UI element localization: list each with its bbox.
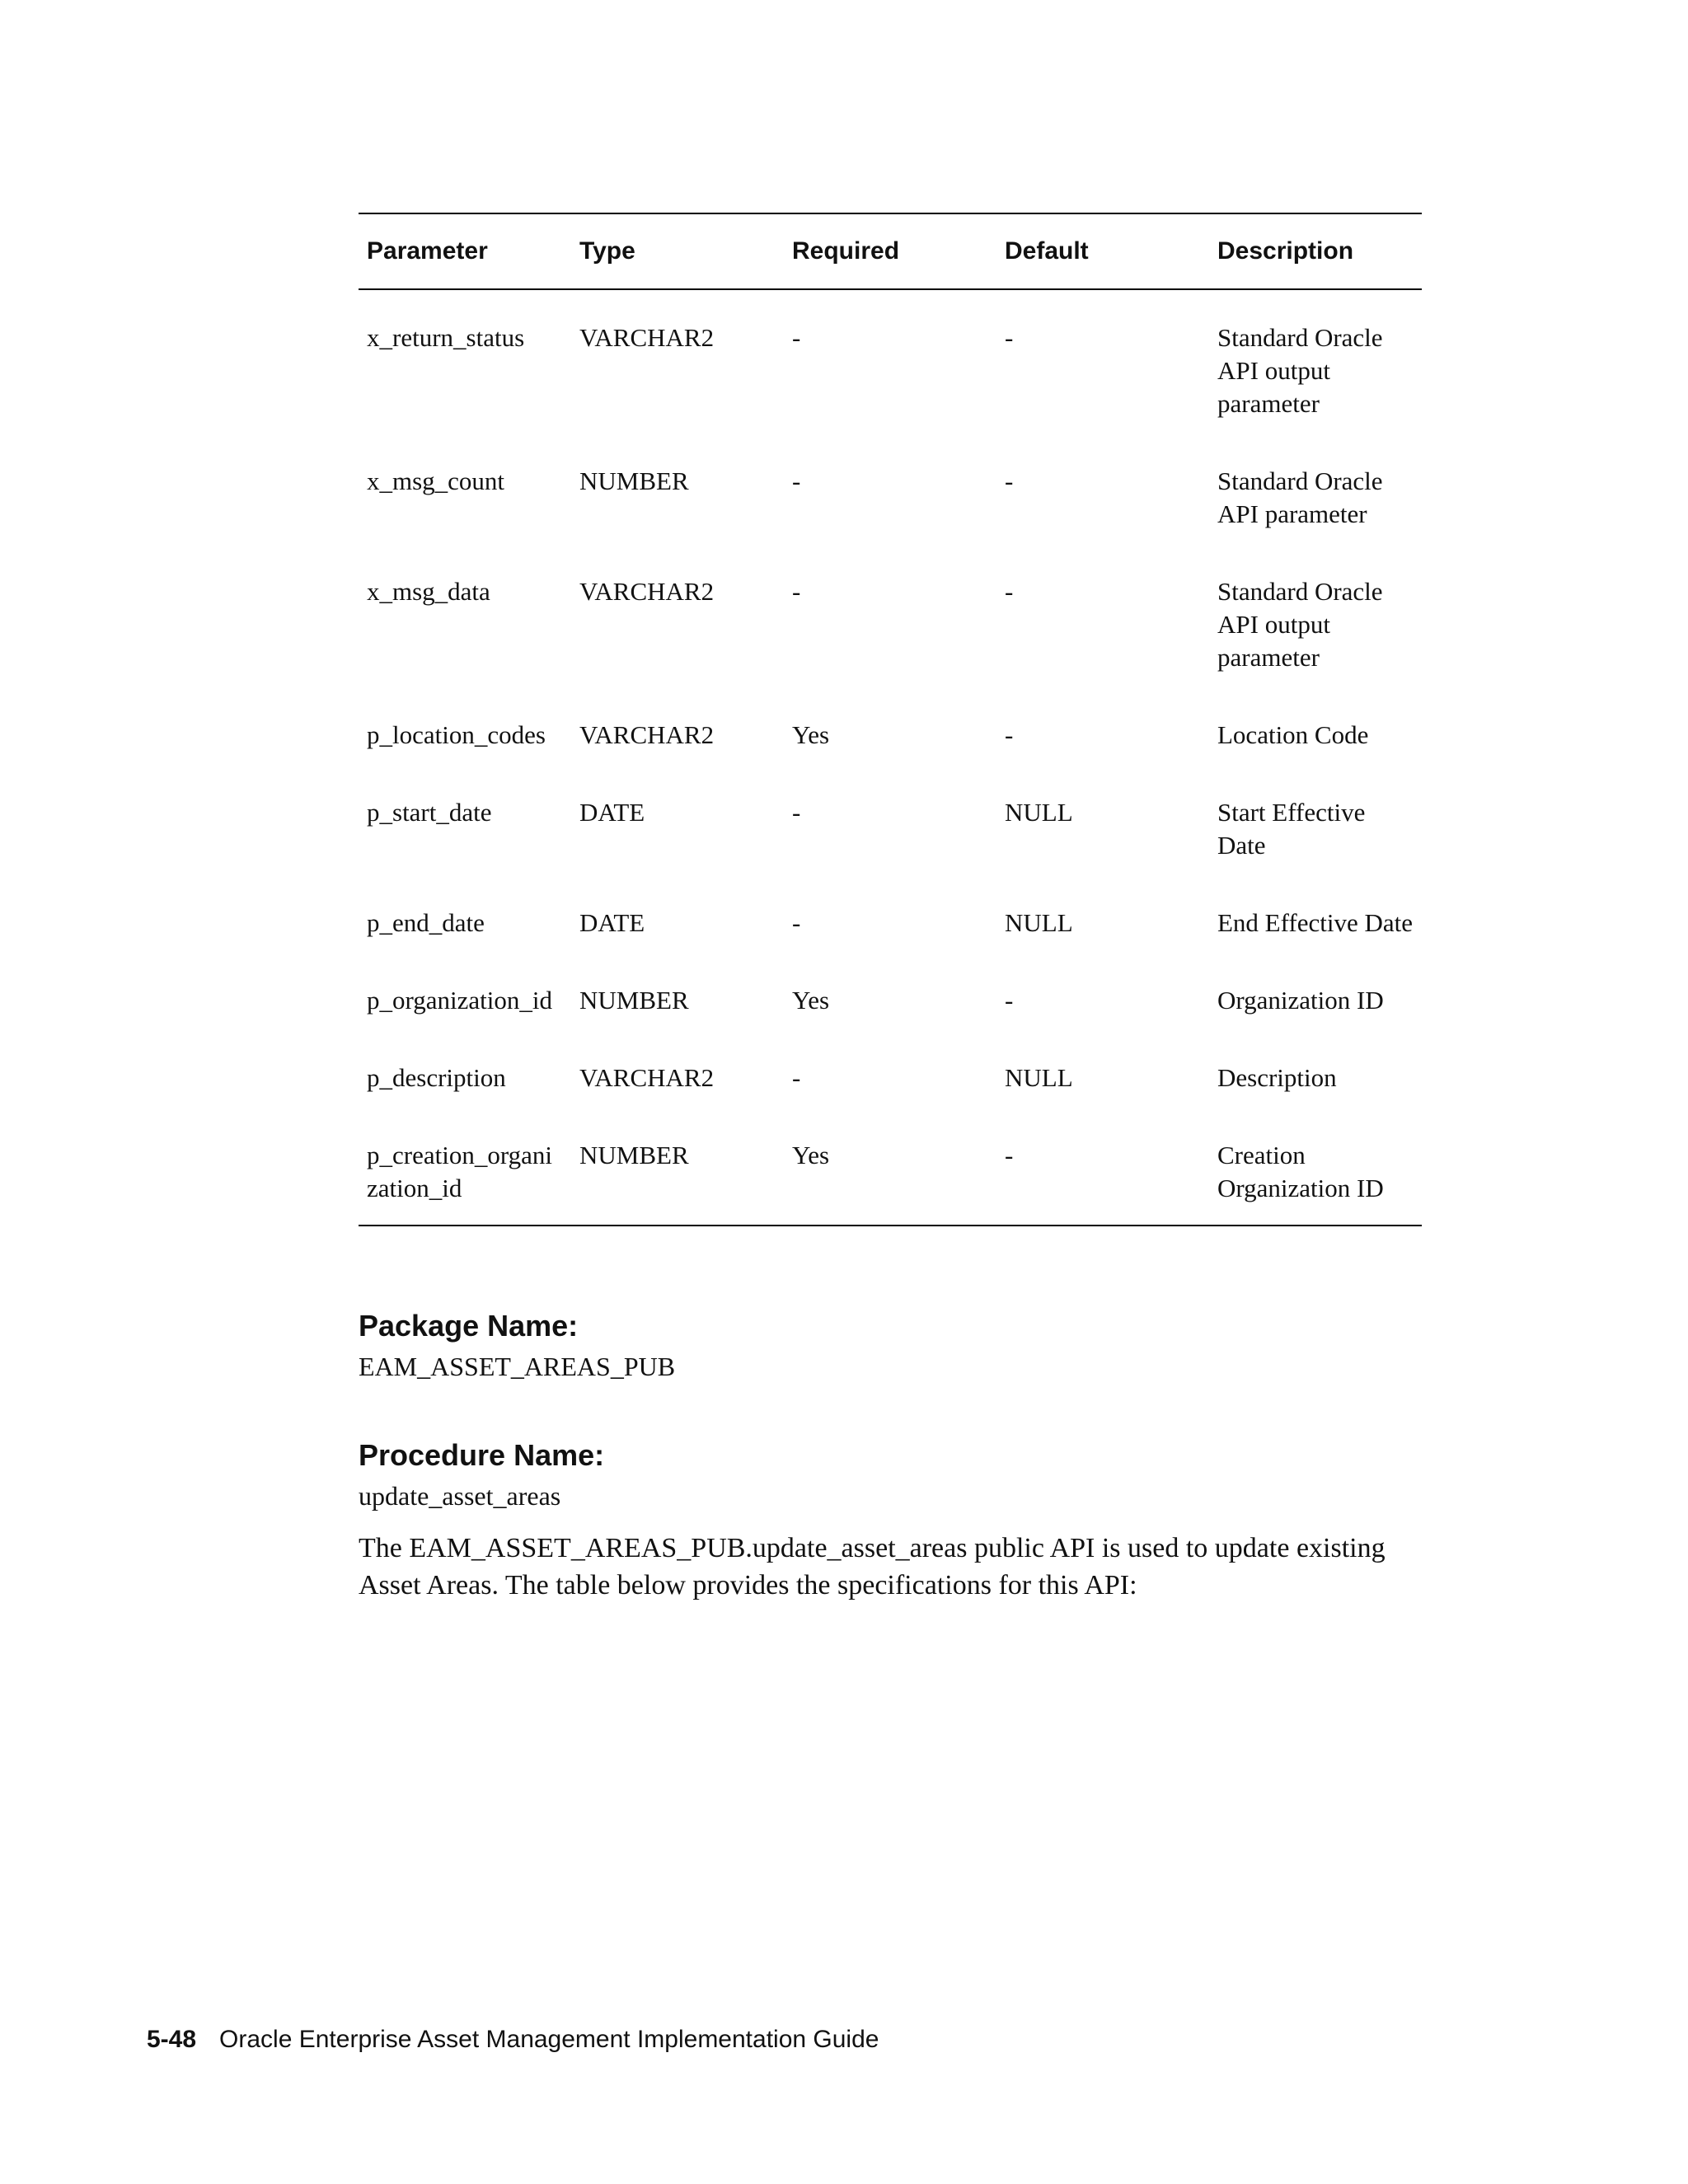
cell-parameter: p_organization_id bbox=[367, 986, 552, 1015]
cell-parameter: p_start_date bbox=[367, 798, 492, 827]
cell-default: - bbox=[1005, 577, 1014, 606]
procedure-name-value: update_asset_areas bbox=[359, 1481, 561, 1511]
cell-type: VARCHAR2 bbox=[579, 323, 715, 352]
column-header-default: Default bbox=[1005, 237, 1089, 265]
cell-required: - bbox=[792, 466, 801, 495]
page-footer bbox=[147, 2026, 879, 2054]
cell-required: - bbox=[792, 577, 801, 606]
cell-parameter: p_end_date bbox=[367, 908, 485, 937]
cell-type: NUMBER bbox=[579, 986, 689, 1015]
column-header-description: Description bbox=[1217, 237, 1354, 265]
cell-default: - bbox=[1005, 323, 1014, 352]
table-row bbox=[359, 887, 1422, 964]
cell-parameter: p_creation_organization_id bbox=[367, 1141, 552, 1202]
cell-type: DATE bbox=[579, 798, 645, 827]
cell-required: - bbox=[792, 908, 801, 937]
cell-required: - bbox=[792, 323, 801, 352]
cell-description: End Effective Date bbox=[1217, 908, 1413, 937]
cell-required: Yes bbox=[792, 986, 830, 1015]
cell-default: - bbox=[1005, 466, 1014, 495]
cell-required: - bbox=[792, 1063, 801, 1092]
cell-required: - bbox=[792, 798, 801, 827]
cell-type: DATE bbox=[579, 908, 645, 937]
table-header-row bbox=[359, 213, 1422, 289]
cell-description: Standard Oracle API parameter bbox=[1217, 466, 1383, 528]
cell-description: Standard Oracle API output parameter bbox=[1217, 323, 1383, 418]
parameter-table bbox=[359, 213, 1422, 1226]
page-content bbox=[359, 213, 1422, 1604]
table-row bbox=[359, 289, 1422, 445]
cell-default: - bbox=[1005, 986, 1014, 1015]
cell-parameter: p_location_codes bbox=[367, 720, 546, 749]
cell-default: - bbox=[1005, 720, 1014, 749]
cell-parameter: x_return_status bbox=[367, 323, 525, 352]
cell-parameter: x_msg_count bbox=[367, 466, 505, 495]
table-row bbox=[359, 1042, 1422, 1119]
column-header-type: Type bbox=[579, 237, 635, 265]
table-row bbox=[359, 1119, 1422, 1226]
cell-parameter: p_description bbox=[367, 1063, 506, 1092]
cell-default: NULL bbox=[1005, 798, 1073, 827]
cell-type: VARCHAR2 bbox=[579, 1063, 715, 1092]
cell-description: Location Code bbox=[1217, 720, 1369, 749]
cell-default: NULL bbox=[1005, 1063, 1073, 1092]
cell-description: Creation Organization ID bbox=[1217, 1141, 1384, 1202]
table-row bbox=[359, 555, 1422, 699]
guide-title: Oracle Enterprise Asset Management Implementation Guide bbox=[219, 2026, 879, 2053]
cell-description: Description bbox=[1217, 1063, 1337, 1092]
cell-parameter: x_msg_data bbox=[367, 577, 490, 606]
table-row bbox=[359, 776, 1422, 887]
package-name-heading: Package Name: bbox=[359, 1309, 579, 1343]
table-row bbox=[359, 445, 1422, 555]
cell-required: Yes bbox=[792, 720, 830, 749]
page-number: 5-48 bbox=[147, 2026, 197, 2053]
column-header-parameter: Parameter bbox=[367, 237, 488, 265]
cell-description: Start Effective Date bbox=[1217, 798, 1366, 860]
cell-type: NUMBER bbox=[579, 466, 689, 495]
procedure-description-paragraph: The EAM_ASSET_AREAS_PUB.update_asset_areas public API is used to update existing Asset Areas. The table below provides the specifications for this API: bbox=[359, 1533, 1386, 1601]
cell-type: NUMBER bbox=[579, 1141, 689, 1169]
table-row bbox=[359, 964, 1422, 1042]
procedure-name-heading: Procedure Name: bbox=[359, 1438, 605, 1472]
table-row bbox=[359, 699, 1422, 776]
cell-type: VARCHAR2 bbox=[579, 720, 715, 749]
cell-description: Standard Oracle API output parameter bbox=[1217, 577, 1383, 672]
cell-default: NULL bbox=[1005, 908, 1073, 937]
cell-default: - bbox=[1005, 1141, 1014, 1169]
table-body bbox=[359, 289, 1422, 1226]
package-name-value: EAM_ASSET_AREAS_PUB bbox=[359, 1352, 676, 1381]
column-header-required: Required bbox=[792, 237, 900, 265]
cell-type: VARCHAR2 bbox=[579, 577, 715, 606]
cell-required: Yes bbox=[792, 1141, 830, 1169]
cell-description: Organization ID bbox=[1217, 986, 1384, 1015]
